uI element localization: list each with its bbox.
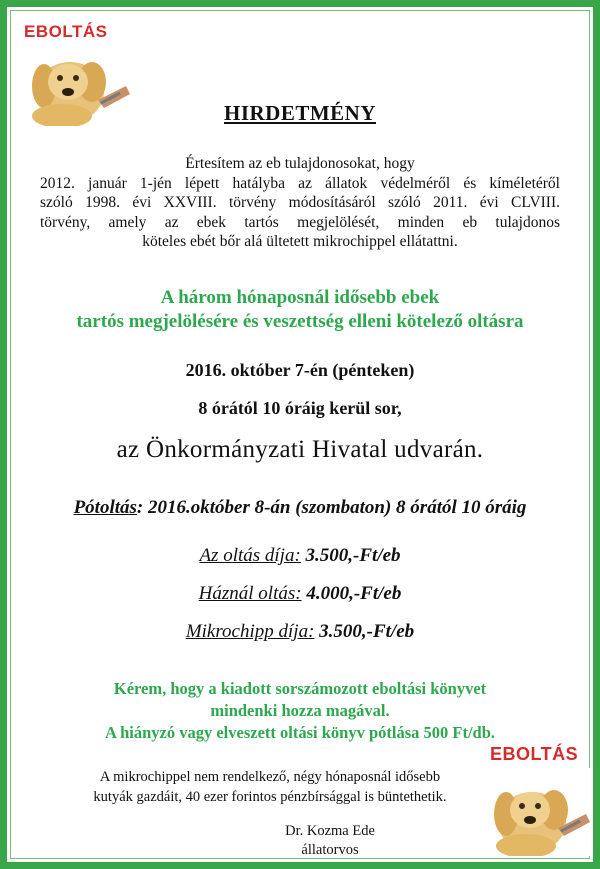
- headline-line: A három hónaposnál idősebb ebek: [160, 287, 440, 308]
- note-line: A hiányzó vagy elveszett oltási könyv pótlása 500 Ft/db.: [104, 723, 496, 742]
- fee-row: [0, 545, 600, 567]
- makeup-text: : 2016.október 8-án (szombaton) 8 órától 10 óráig: [136, 497, 527, 518]
- note-line: mindenki hozza magával.: [210, 701, 390, 720]
- intro-paragraph: [40, 154, 560, 252]
- intro-line: Értesítem az eb tulajdonosokat, hogy: [185, 155, 415, 172]
- fee-value: 4.000,-Ft/eb: [306, 583, 402, 604]
- signature-block: [230, 822, 430, 860]
- headline: [0, 286, 600, 334]
- intro-line: szóló 1998. évi XXVIII. törvény módosításáról szóló 2011. évi CLVIII.: [40, 194, 560, 211]
- intro-line: köteles ebét bőr alá ültetett mikrochippel ellátattni.: [142, 233, 458, 250]
- page-title: HIRDETMÉNY: [223, 101, 376, 125]
- logo-text: EBOLTÁS: [24, 22, 108, 41]
- penalty-notice: [60, 767, 480, 807]
- fee-label: Az oltás díja:: [199, 545, 301, 566]
- fee-label: Mikrochipp díja:: [185, 621, 315, 642]
- penalty-line: kutyák gazdáit, 40 ezer forintos pénzbírsággal is büntethetik.: [93, 789, 447, 805]
- signature-name: Dr. Kozma Ede: [285, 823, 375, 839]
- fee-value: 3.500,-Ft/eb: [319, 621, 415, 642]
- headline-line: tartós megjelölésére és veszettség elleni kötelező oltásra: [76, 311, 524, 332]
- event-time: 8 órától 10 óráig kerül sor,: [198, 398, 402, 418]
- booklet-note: [0, 678, 600, 744]
- makeup-label: Pótoltás: [73, 497, 137, 518]
- intro-line: 2012. január 1-jén lépett hatályba az állatok védelméről és kíméletéről: [40, 174, 560, 192]
- makeup-vaccination: [0, 497, 600, 519]
- event-venue: az Önkormányzati Hivatal udvarán.: [116, 436, 484, 463]
- fee-row: [0, 583, 600, 605]
- intro-line: törvény, amely az ebek tartós megjelölését, minden eb tulajdonos: [40, 213, 560, 231]
- fee-row: [0, 621, 600, 643]
- fee-label: Háznál oltás:: [198, 583, 302, 604]
- signature-role: állatorvos: [301, 842, 359, 858]
- event-date: 2016. október 7-én (pénteken): [185, 360, 415, 380]
- note-line: Kérem, hogy a kiadott sorszámozott eboltási könyvet: [113, 679, 487, 698]
- penalty-line: A mikrochippel nem rendelkező, négy hónaposnál idősebb: [99, 769, 441, 785]
- fee-value: 3.500,-Ft/eb: [305, 545, 401, 566]
- dog-photo-icon: [488, 768, 592, 856]
- logo-text: EBOLTÁS: [490, 744, 579, 764]
- eboltas-logo-bottom: [488, 744, 592, 856]
